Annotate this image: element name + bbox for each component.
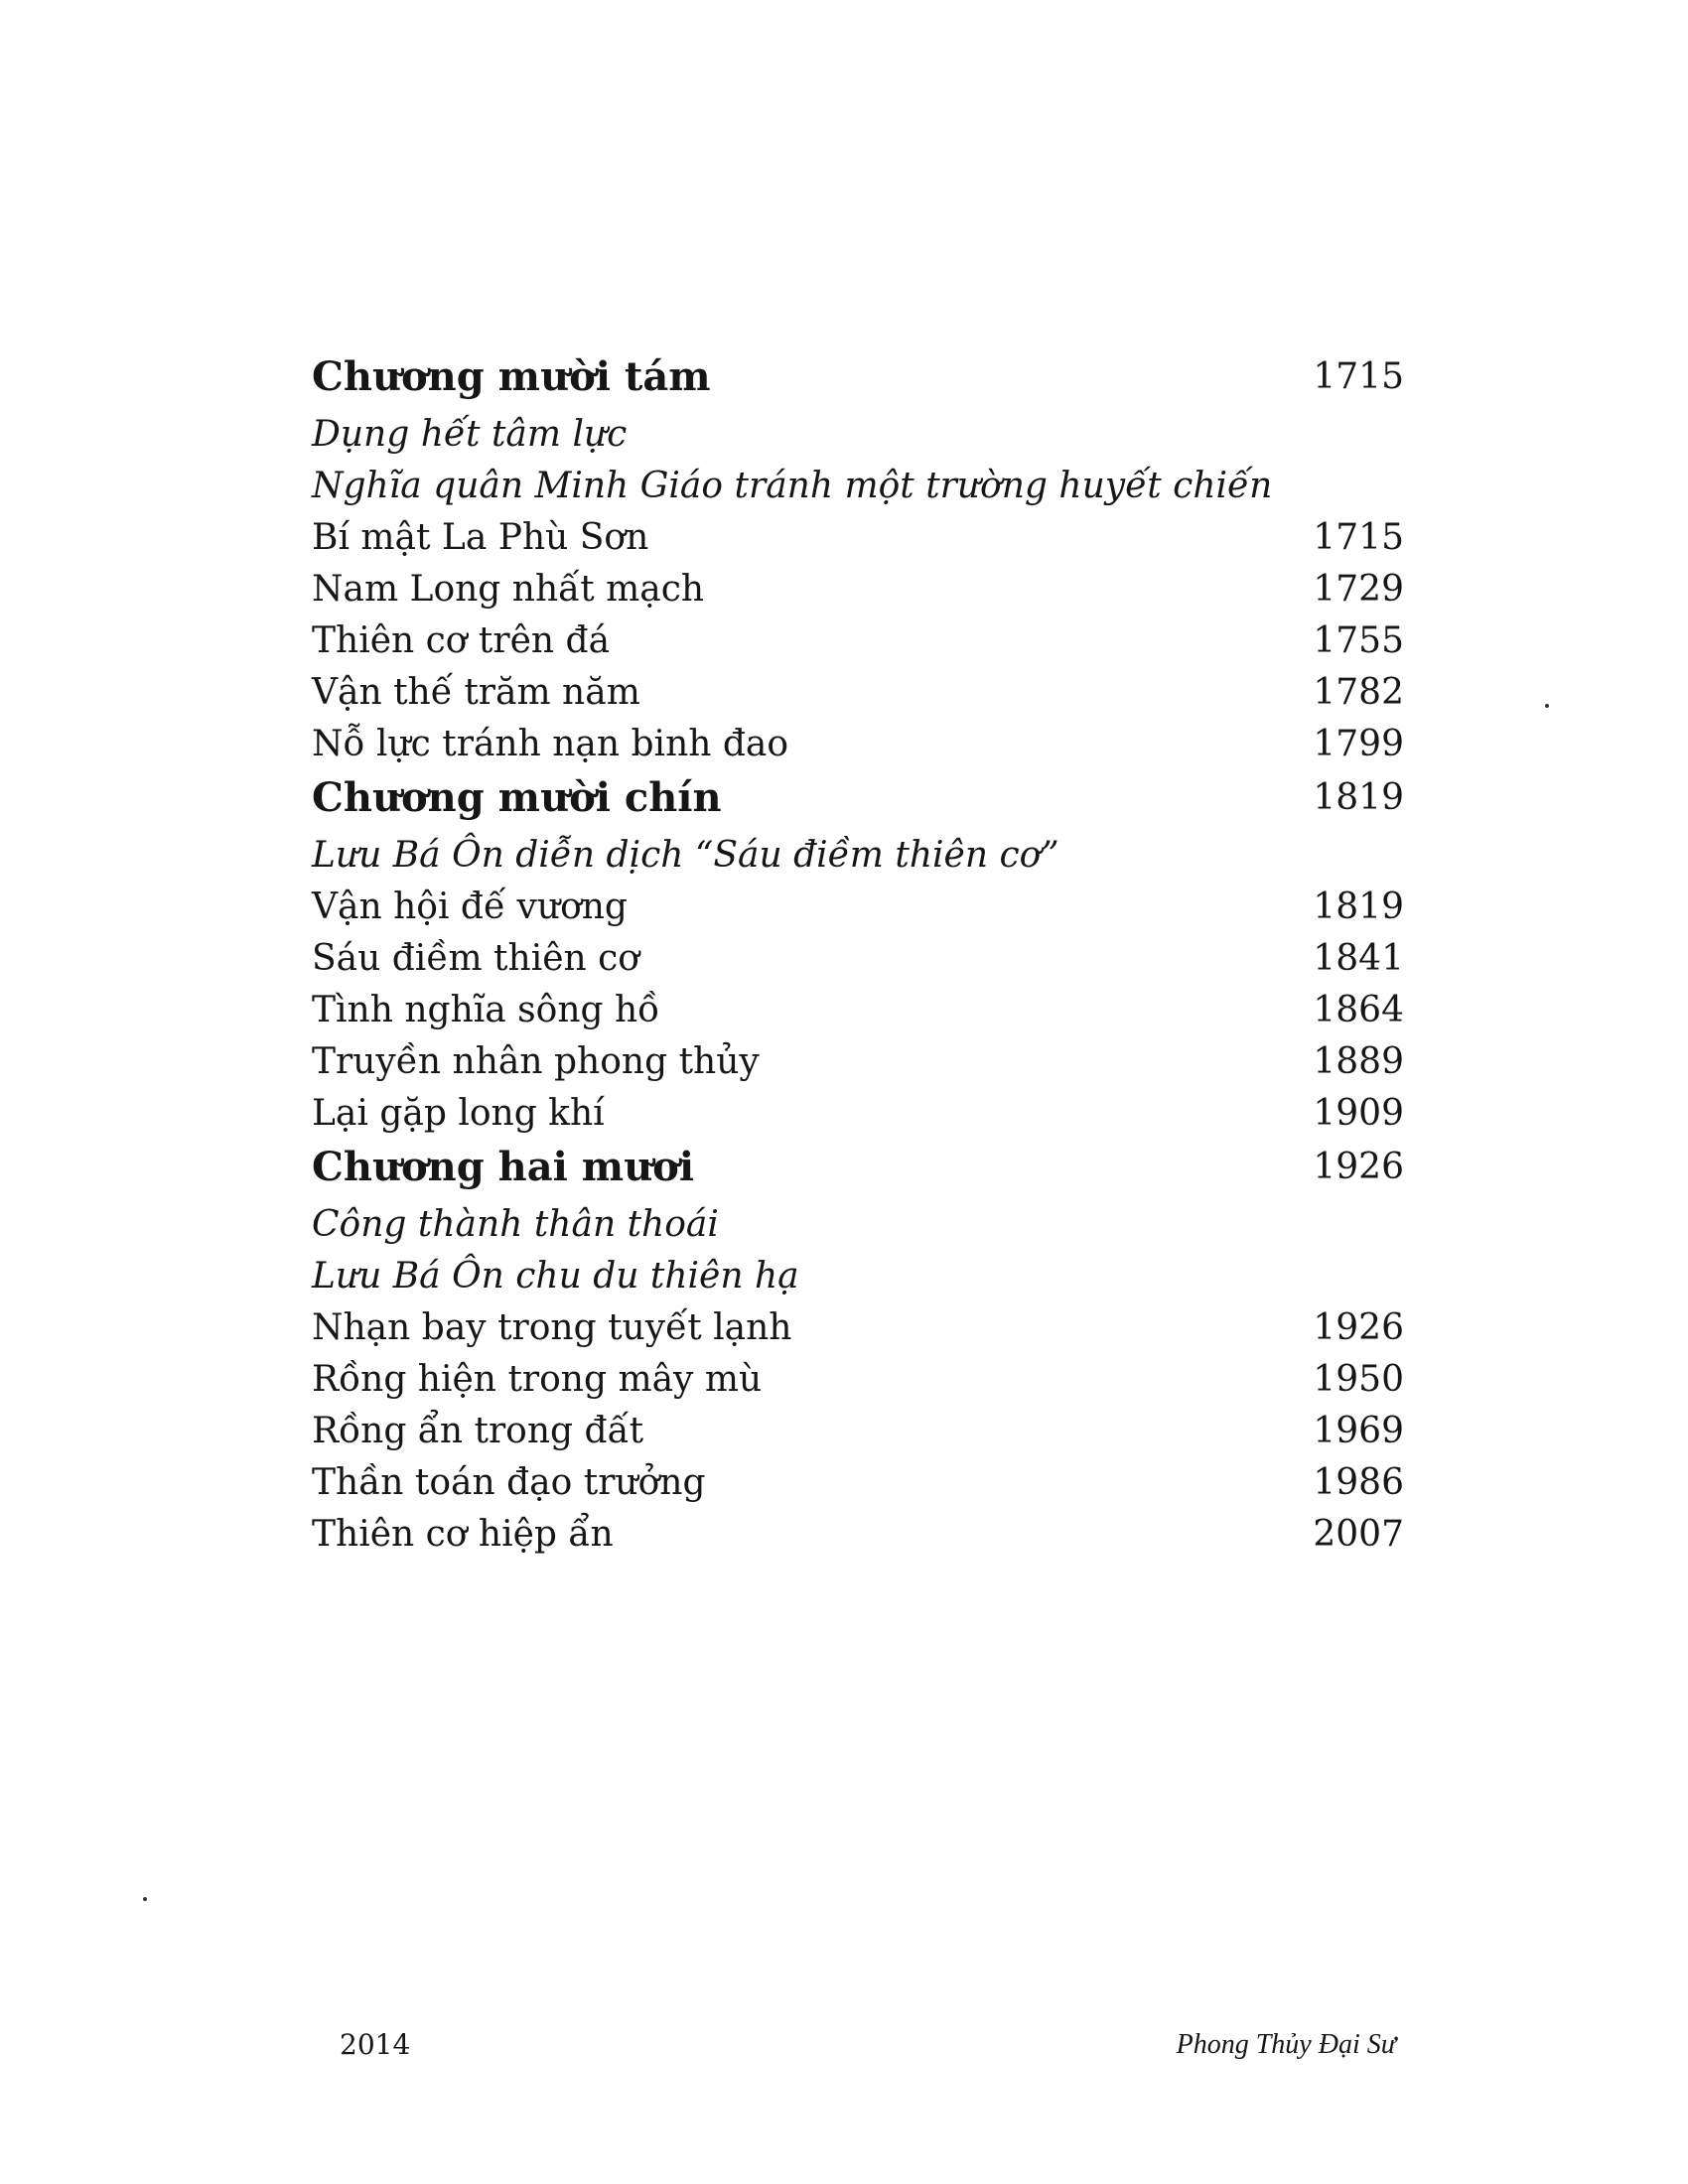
toc-entry-title: Thần toán đạo trưởng — [312, 1462, 706, 1503]
toc-page-number: 1909 — [1313, 1093, 1404, 1134]
toc-subtitle — [312, 830, 1404, 882]
scan-speck — [143, 1897, 147, 1901]
toc-entry — [312, 1509, 1404, 1561]
toc-entry-title: Lại gặp long khí — [312, 1093, 605, 1134]
toc-entry-title: Rồng ẩn trong đất — [312, 1411, 644, 1451]
toc-entry — [312, 512, 1404, 564]
toc-page-number: 1889 — [1313, 1041, 1404, 1082]
scan-speck — [1545, 704, 1549, 708]
toc-entry — [312, 985, 1404, 1036]
toc-subtitle — [312, 1251, 1404, 1302]
toc-subtitle — [312, 1199, 1404, 1251]
toc-page-number: 1819 — [1313, 777, 1404, 818]
toc-subtitle-title: Dụng hết tâm lực — [312, 414, 628, 455]
toc-entry-title: Nam Long nhất mạch — [312, 569, 705, 610]
footer-book-title: Phong Thủy Đại Sư — [1176, 2029, 1396, 2060]
toc-page-number: 1986 — [1313, 1462, 1404, 1503]
toc-entry-title: Thiên cơ hiệp ẩn — [312, 1514, 614, 1555]
toc-entry — [312, 667, 1404, 719]
toc-entry — [312, 719, 1404, 770]
toc-subtitle — [312, 461, 1404, 512]
toc-page-number: 1864 — [1313, 990, 1404, 1030]
toc-entry — [312, 564, 1404, 615]
toc-entry-title: Nhạn bay trong tuyết lạnh — [312, 1307, 792, 1348]
toc-entry-title: Vận thế trăm năm — [312, 672, 640, 713]
toc-entry — [312, 1457, 1404, 1509]
toc-chapter — [312, 770, 1404, 830]
table-of-contents — [312, 349, 1404, 1561]
toc-entry — [312, 882, 1404, 933]
toc-entry — [312, 1302, 1404, 1354]
toc-chapter-title: Chương mười tám — [312, 353, 711, 400]
toc-entry — [312, 1406, 1404, 1457]
toc-entry-title: Sáu điềm thiên cơ — [312, 938, 639, 979]
toc-entry — [312, 615, 1404, 667]
toc-page-number: 1755 — [1313, 620, 1404, 661]
toc-entry-title: Vận hội đế vương — [312, 887, 628, 927]
toc-subtitle-title: Lưu Bá Ôn diễn dịch “Sáu điềm thiên cơ” — [312, 835, 1059, 876]
toc-entry — [312, 1088, 1404, 1140]
toc-page-number: 1715 — [1313, 356, 1404, 397]
toc-chapter — [312, 1140, 1404, 1199]
toc-entry-title: Nỗ lực tránh nạn binh đao — [312, 724, 789, 764]
toc-entry-title: Tình nghĩa sông hồ — [312, 990, 660, 1030]
toc-chapter — [312, 349, 1404, 409]
toc-subtitle-title: Nghĩa quân Minh Giáo tránh một trường huyết chiến — [312, 466, 1273, 506]
toc-entry — [312, 1354, 1404, 1406]
toc-subtitle-title: Công thành thân thoái — [312, 1204, 719, 1245]
toc-page-number: 1926 — [1313, 1147, 1404, 1187]
toc-page-number: 1799 — [1313, 724, 1404, 764]
toc-entry-title: Rồng hiện trong mây mù — [312, 1359, 763, 1400]
footer-page-number: 2014 — [340, 2028, 411, 2061]
toc-entry — [312, 933, 1404, 985]
toc-entry-title: Thiên cơ trên đá — [312, 620, 611, 661]
toc-entry-title: Bí mật La Phù Sơn — [312, 517, 649, 558]
toc-subtitle-title: Lưu Bá Ôn chu du thiên hạ — [312, 1256, 799, 1297]
toc-page-number: 2007 — [1313, 1514, 1404, 1555]
toc-page-number: 1715 — [1313, 517, 1404, 558]
toc-subtitle — [312, 409, 1404, 461]
toc-page-number: 1819 — [1313, 887, 1404, 927]
toc-entry — [312, 1036, 1404, 1088]
toc-page-number: 1950 — [1313, 1359, 1404, 1400]
toc-entry-title: Truyền nhân phong thủy — [312, 1041, 760, 1082]
toc-chapter-title: Chương hai mươi — [312, 1144, 695, 1190]
toc-page-number: 1782 — [1313, 672, 1404, 713]
toc-page-number: 1926 — [1313, 1307, 1404, 1348]
toc-page-number: 1969 — [1313, 1411, 1404, 1451]
toc-chapter-title: Chương mười chín — [312, 774, 722, 821]
toc-page-number: 1841 — [1313, 938, 1404, 979]
toc-page-number: 1729 — [1313, 569, 1404, 610]
